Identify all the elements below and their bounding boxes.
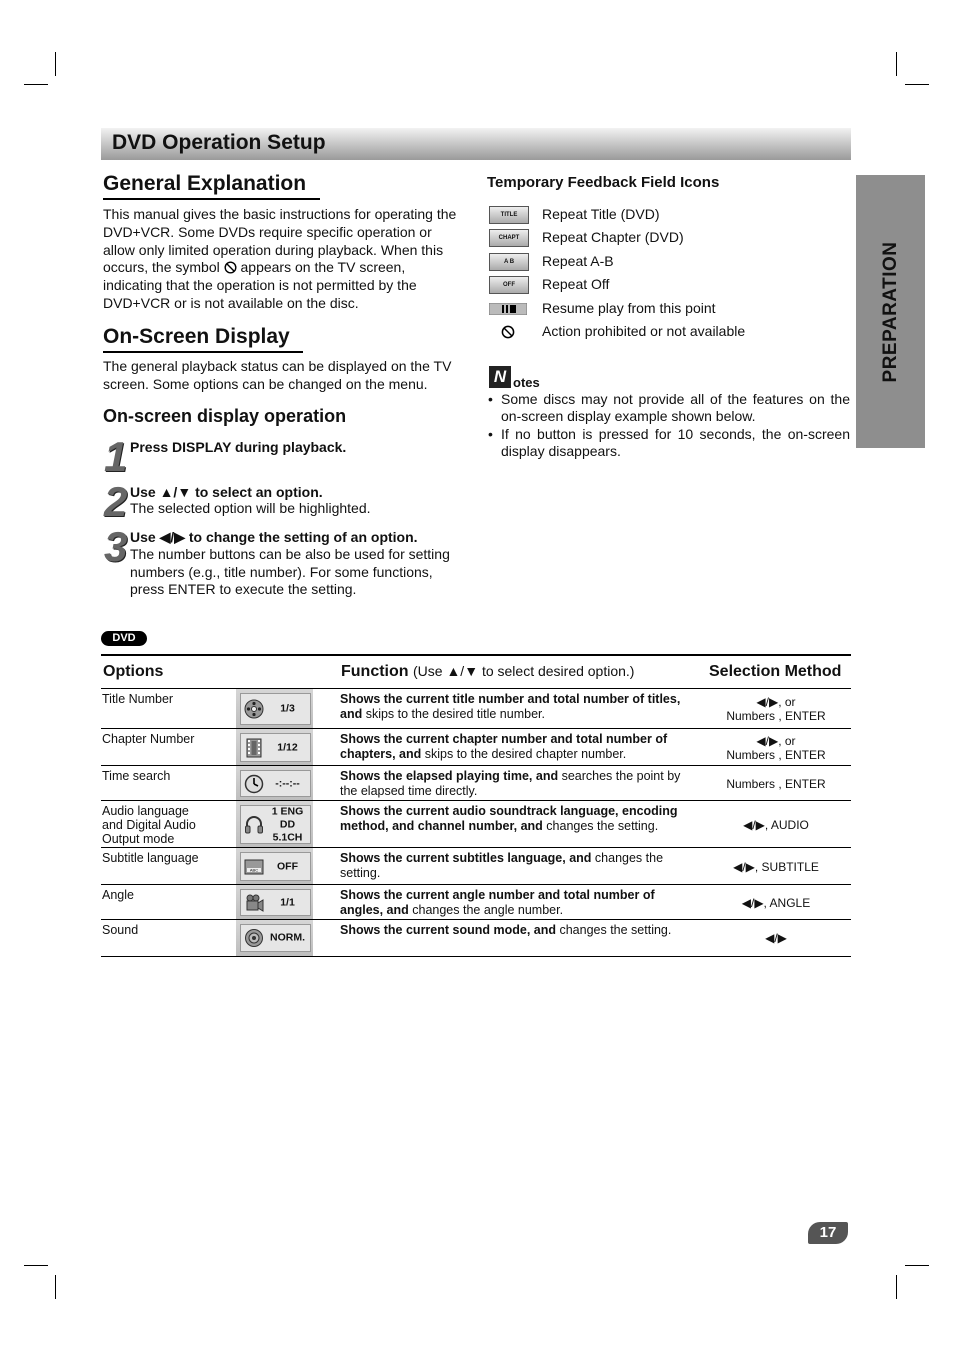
osd-icon-box <box>240 733 311 762</box>
osd-text: The general playback status can be displayed on the TV screen. Some options can be changed on the menu. <box>103 358 452 392</box>
selection-method: ◀/▶ <box>765 931 787 945</box>
table-row <box>101 847 851 885</box>
osd-value: 1/12 <box>277 741 298 753</box>
headphones-icon <box>244 815 264 835</box>
step-3-text: The number buttons can be also be used for setting numbers (e.g., title number). For some functions, press ENTER to execute the setting. <box>130 546 450 597</box>
table-row <box>101 688 851 729</box>
function-bold: Shows the current title number and total number of titles, and <box>340 692 681 721</box>
header-selection: Selection Method <box>709 663 842 680</box>
function-text <box>340 769 690 798</box>
function-text <box>340 851 690 880</box>
note-item <box>488 391 850 425</box>
osd-icon-cell <box>236 729 313 766</box>
function-text <box>340 804 690 833</box>
selection-method: ◀/▶, or Numbers , ENTER <box>726 695 826 723</box>
osd-value: 1 ENG DD 5.1CH <box>271 805 304 843</box>
notes-icon: N <box>489 366 511 388</box>
osd-icon-cell <box>236 920 313 956</box>
crop-mark <box>896 52 897 76</box>
bullet: • <box>488 391 493 407</box>
header-function <box>341 663 634 681</box>
feedback-label: Repeat Chapter (DVD) <box>542 229 684 245</box>
function-normal: skips to the desired chapter number. <box>421 746 627 761</box>
option-name: Sound <box>102 923 139 937</box>
crop-mark <box>905 84 929 85</box>
osd-icon-box <box>240 924 311 952</box>
selection-method: ◀/▶, or Numbers , ENTER <box>726 733 826 762</box>
general-text-after: appears on the TV screen, indicating that the operation is not permitted by the DVD+VCR or is not available on the disc. <box>103 259 417 311</box>
function-normal: changes the setting. <box>340 851 664 880</box>
crop-mark <box>24 84 48 85</box>
step-1-number: 1 <box>104 433 128 480</box>
function-text <box>340 692 690 721</box>
osd-icon-box <box>240 770 311 797</box>
table-row <box>101 728 851 766</box>
osd-icon-cell <box>236 848 313 885</box>
section-title: DVD Operation Setup <box>112 131 326 154</box>
side-tab-label: PREPARATION <box>879 241 901 382</box>
clock-icon <box>244 774 264 794</box>
prohibited-icon <box>501 325 515 339</box>
function-normal: changes the angle number. <box>408 902 564 917</box>
function-bold: Shows the elapsed playing time, and <box>340 769 559 783</box>
osd-icon-box <box>240 805 311 844</box>
feedback-label: Repeat Title (DVD) <box>542 206 660 222</box>
step-3-number: 3 <box>104 523 128 570</box>
function-text <box>340 923 690 938</box>
osd-subheading: On-screen display operation <box>103 406 347 426</box>
osd-icon-cell <box>236 885 313 920</box>
note-text: Some discs may not provide all of the features on the on-screen display example shown below. <box>501 391 850 424</box>
option-name: Audio language and Digital Audio Output mode <box>102 804 196 846</box>
osd-value: NORM. <box>270 931 305 944</box>
header-options: Options <box>103 663 164 680</box>
crop-mark <box>896 1275 897 1299</box>
svg-text:ABC: ABC <box>249 867 259 872</box>
table-row <box>101 884 851 920</box>
side-tab <box>856 175 925 448</box>
osd-icon-cell <box>236 689 313 729</box>
table-row <box>101 919 851 957</box>
crop-mark <box>55 1275 56 1299</box>
crop-mark <box>55 52 56 76</box>
sound-icon <box>244 928 264 948</box>
function-normal: skips to the desired title number. <box>362 706 545 721</box>
camera-icon <box>244 893 264 913</box>
osd-value: OFF <box>277 860 298 872</box>
option-name: Time search <box>102 769 171 783</box>
osd-icon-cell <box>236 801 313 848</box>
osd-icon-cell <box>236 766 313 801</box>
repeat-title-icon: TITLE <box>489 206 529 224</box>
osd-value: -:--:-- <box>275 777 300 789</box>
table-row <box>101 765 851 801</box>
note-item <box>488 426 850 460</box>
function-bold: Shows the current audio soundtrack language, encoding method, and channel number, and <box>340 804 678 833</box>
selection-method: ◀/▶, SUBTITLE <box>733 859 819 874</box>
page-number: 17 <box>808 1222 848 1244</box>
osd-icon-box <box>240 852 311 881</box>
prohibited-icon <box>224 261 237 274</box>
general-heading: General Explanation <box>103 170 320 200</box>
function-text <box>340 888 690 917</box>
table-row <box>101 800 851 848</box>
resume-icon <box>489 303 527 315</box>
step-2-text: The selected option will be highlighted. <box>130 500 371 516</box>
feedback-label: Repeat Off <box>542 276 610 292</box>
osd-icon-box <box>240 889 311 916</box>
osd-value: 1/1 <box>280 896 295 908</box>
header-function-note: (Use ▲/▼ to select desired option.) <box>413 663 635 679</box>
repeat-ab-icon: A B <box>489 253 529 271</box>
repeat-off-icon: OFF <box>489 276 529 294</box>
repeat-chapter-icon: CHAPT <box>489 229 529 247</box>
dvd-badge: DVD <box>101 631 147 646</box>
note-text: If no button is pressed for 10 seconds, the on-screen display disappears. <box>501 426 850 459</box>
selection-method: ◀/▶, AUDIO <box>743 817 809 832</box>
feedback-label: Action prohibited or not available <box>542 323 746 339</box>
osd-value: 1/3 <box>280 702 295 715</box>
table-top-rule <box>101 654 851 656</box>
selection-method: ◀/▶, ANGLE <box>741 895 811 910</box>
selection-method: Numbers , ENTER <box>726 776 826 791</box>
feedback-label: Resume play from this point <box>542 300 716 316</box>
option-name: Subtitle language <box>102 851 199 865</box>
step-3-title: Use ◀/▶ to change the setting of an option. <box>130 529 418 545</box>
feedback-label: Repeat A-B <box>542 253 614 269</box>
crop-mark <box>24 1265 48 1266</box>
option-name: Title Number <box>102 692 174 706</box>
step-2-number: 2 <box>104 478 128 525</box>
function-text <box>340 732 690 761</box>
general-text-before: This manual gives the basic instructions for operating the DVD+VCR. Some DVDs require specific operation or allow only limited operation during playback. When this occurs, the symbol <box>103 206 457 276</box>
general-text <box>103 206 463 313</box>
option-name: Angle <box>102 888 134 902</box>
function-bold: Shows the current angle number and total number of angles, and <box>340 888 655 917</box>
step-2-title: Use ▲/▼ to select an option. <box>130 484 323 500</box>
disc-icon <box>244 699 264 719</box>
film-icon <box>244 738 264 758</box>
notes-label: otes <box>513 375 540 390</box>
function-normal: changes the setting. <box>556 923 672 937</box>
section-header-bar <box>101 128 851 160</box>
osd-heading: On-Screen Display <box>103 323 303 353</box>
header-function-label: Function <box>341 663 409 680</box>
option-name: Chapter Number <box>102 732 195 746</box>
function-normal: changes the setting. <box>542 818 659 833</box>
function-bold: Shows the current subtitles language, and <box>340 851 592 865</box>
step-1-title: Press DISPLAY during playback. <box>130 439 347 455</box>
function-normal: searches the point by the elapsed time directly. <box>340 769 681 798</box>
function-bold: Shows the current chapter number and total number of chapters, and <box>340 732 668 761</box>
osd-icon-box <box>240 693 311 725</box>
feedback-heading: Temporary Feedback Field Icons <box>487 174 720 191</box>
function-bold: Shows the current sound mode, and <box>340 923 556 937</box>
subtitle-icon <box>244 857 264 877</box>
bullet: • <box>488 426 493 442</box>
crop-mark <box>905 1265 929 1266</box>
